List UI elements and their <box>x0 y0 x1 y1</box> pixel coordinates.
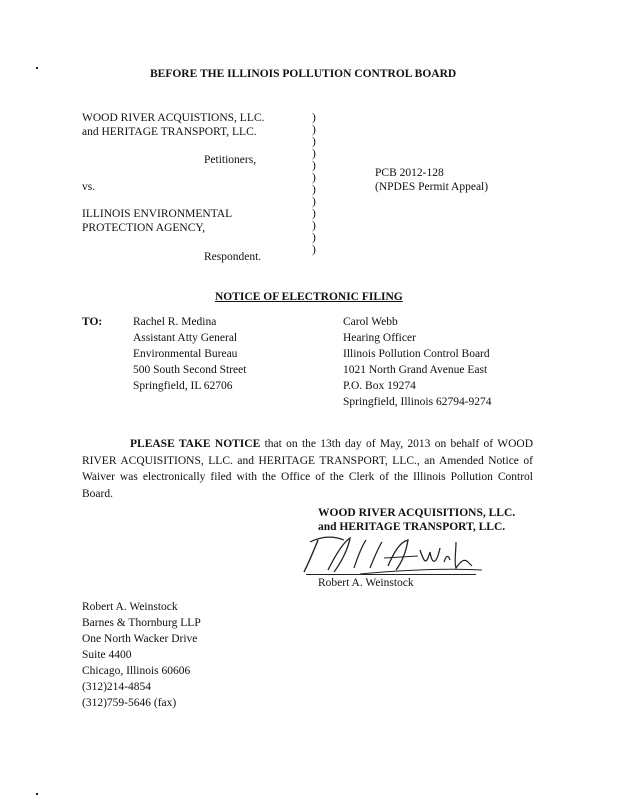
recipient-address-right: Carol Webb Hearing Officer Illinois Pollution Control Board 1021 North Grand Avenue East P.O. Box 19274 Springfield, Illinois 62794-9274 <box>343 316 492 408</box>
versus-label: vs. <box>82 181 96 193</box>
petitioner-name-line-2: and HERITAGE TRANSPORT, LLC. <box>82 126 257 138</box>
petitioners-label: Petitioners, <box>204 154 257 166</box>
scan-mark <box>36 793 38 795</box>
case-number: PCB 2012-128 <box>375 167 444 179</box>
caption-divider: ) ) ) ) ) ) ) ) ) ) ) ) <box>312 112 316 256</box>
scan-mark <box>36 67 38 69</box>
respondent-label: Respondent. <box>204 251 262 263</box>
notice-title: NOTICE OF ELECTRONIC FILING <box>215 291 403 303</box>
respondent-name-line-2: PROTECTION AGENCY, <box>82 222 206 234</box>
attorney-contact-block: Robert A. Weinstock Barnes & Thornburg LLP One North Wacker Drive Suite 4400 Chicago, Illinois 60606 (312)214-4854 (312)759-5646 (fax) <box>82 601 201 709</box>
to-label: TO: <box>82 316 103 328</box>
notice-paragraph <box>82 436 533 502</box>
notice-text: that on the 13th day of May, 2013 on behalf of WOOD RIVER ACQUISITIONS, LLC. and HERITAGE TRANSPORT, LLC., an Amended Notice of Waiver was electronically filed with the Office of the Clerk of the Illinois Pollution Control Board. <box>82 438 533 500</box>
signature-firm-line-2: and HERITAGE TRANSPORT, LLC. <box>318 521 506 533</box>
notice-lead: PLEASE TAKE NOTICE <box>130 438 261 450</box>
document-title: BEFORE THE ILLINOIS POLLUTION CONTROL BOARD <box>150 68 457 80</box>
signer-name: Robert A. Weinstock <box>318 577 414 589</box>
case-type: (NPDES Permit Appeal) <box>375 181 489 193</box>
handwritten-signature <box>300 532 490 580</box>
signature-firm-line-1: WOOD RIVER ACQUISITIONS, LLC. <box>318 507 516 519</box>
recipient-address-left: Rachel R. Medina Assistant Atty General Environmental Bureau 500 South Second Street Springfield, IL 62706 <box>133 316 247 392</box>
respondent-name-line-1: ILLINOIS ENVIRONMENTAL <box>82 208 233 220</box>
petitioner-name-line-1: WOOD RIVER ACQUISTIONS, LLC. <box>82 112 265 124</box>
